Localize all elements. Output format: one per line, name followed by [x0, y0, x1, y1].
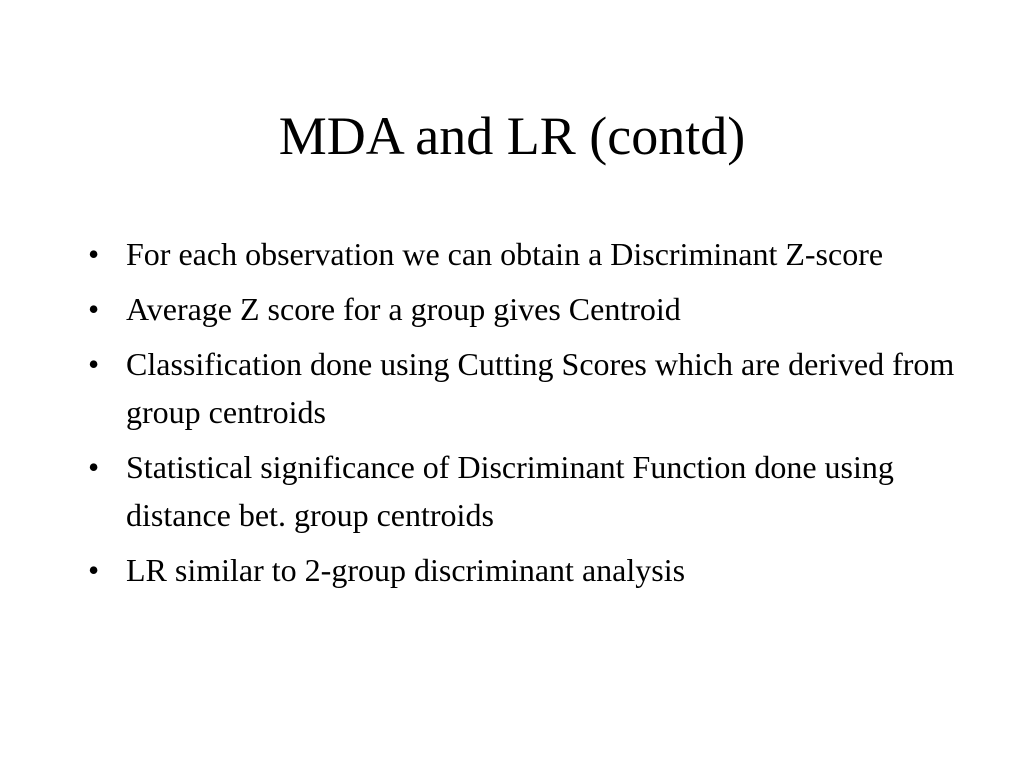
bullet-text: For each observation we can obtain a Discriminant Z-score [126, 236, 884, 272]
bullet-list [88, 230, 968, 601]
bullet-marker: • [88, 449, 100, 485]
bullet-item [88, 443, 968, 539]
bullet-marker: • [88, 346, 100, 382]
bullet-text: Classification done using Cutting Scores which are derived from group centroids [126, 346, 955, 430]
bullet-item [88, 230, 968, 278]
bullet-marker: • [88, 236, 100, 272]
bullet-text: Statistical significance of Discriminant Function done using distance bet. group centroids [126, 449, 894, 533]
bullet-text: Average Z score for a group gives Centroid [126, 291, 681, 327]
bullet-marker: • [88, 291, 100, 327]
bullet-item [88, 340, 968, 436]
bullet-text: LR similar to 2-group discriminant analysis [126, 552, 686, 588]
bullet-marker: • [88, 552, 100, 588]
bullet-item [88, 546, 968, 594]
bullet-item [88, 285, 968, 333]
slide-title: MDA and LR (contd) [278, 106, 746, 166]
